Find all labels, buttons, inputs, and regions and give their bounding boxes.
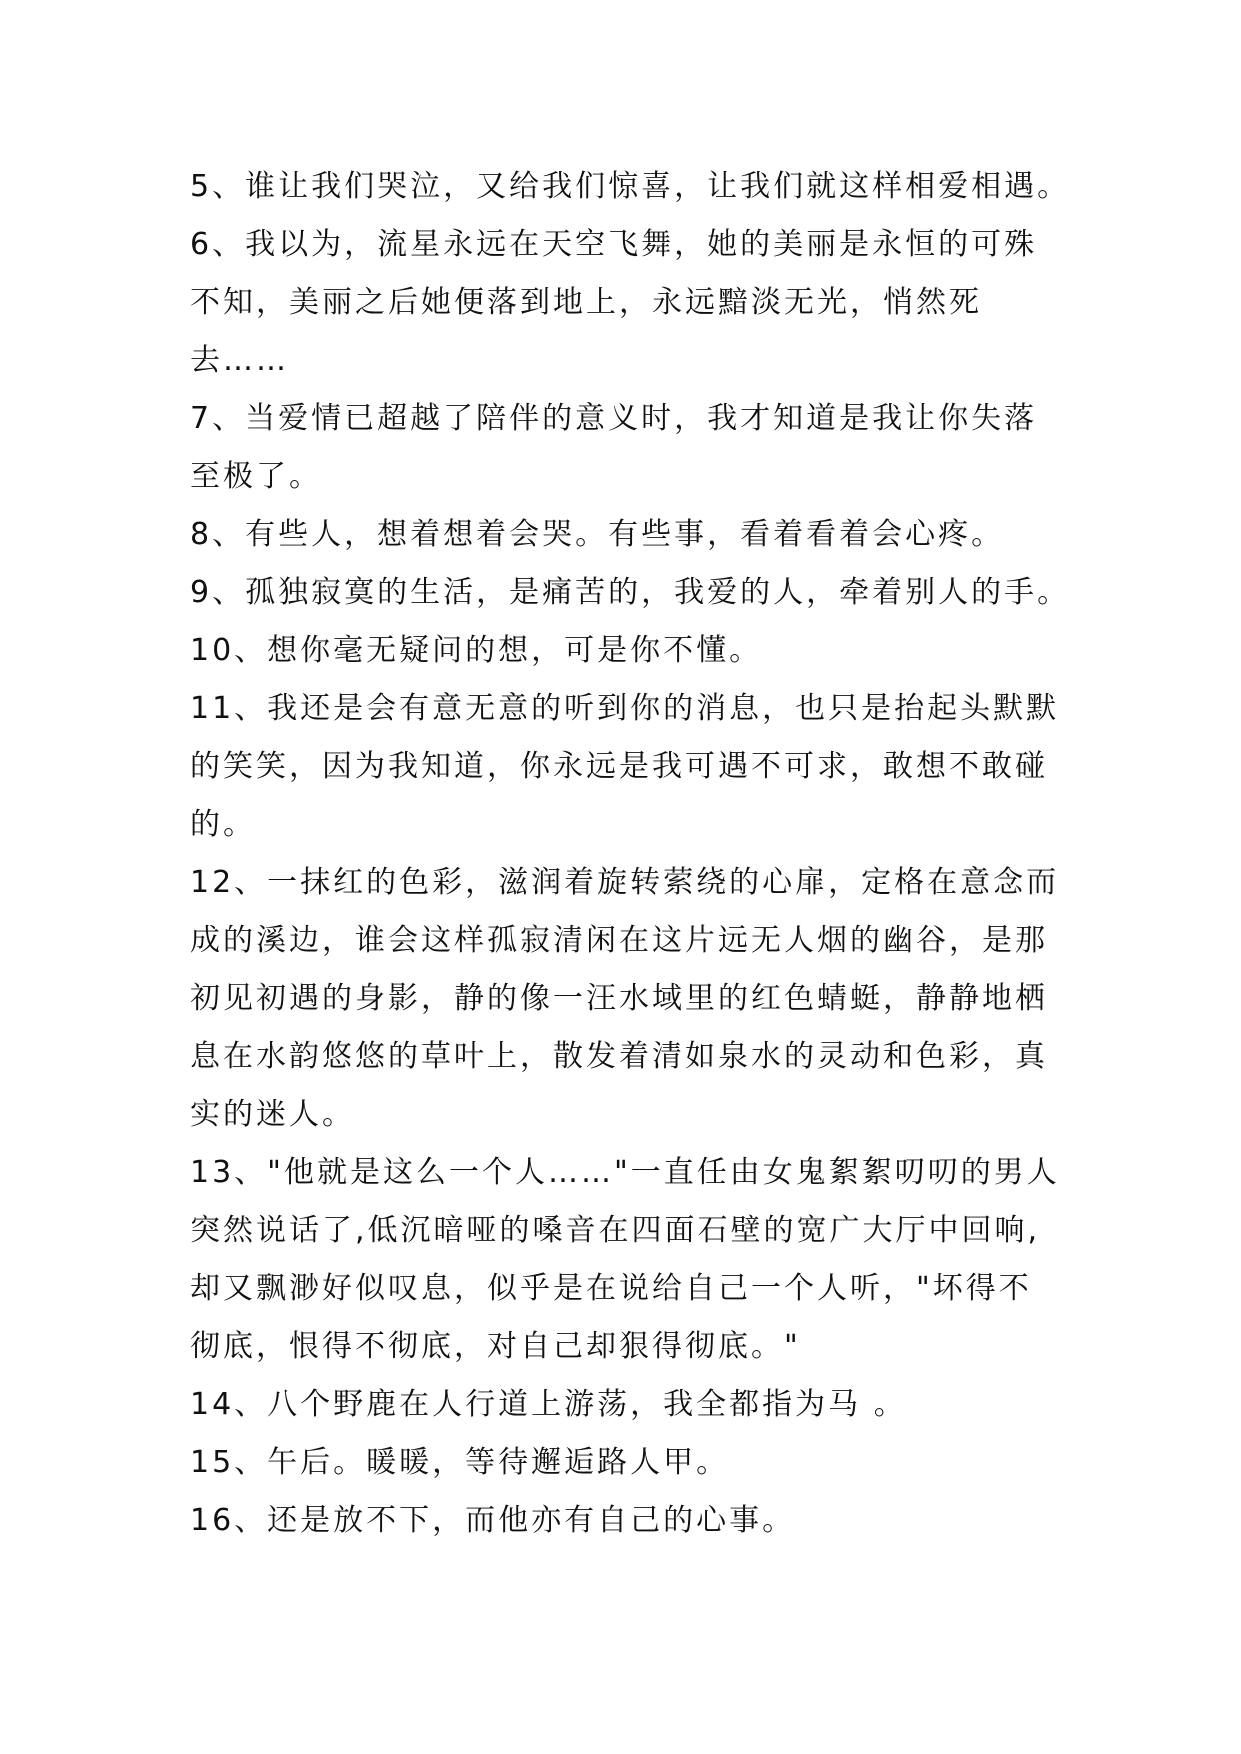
- text-line: 7、当爱情已超越了陪伴的意义时，我才知道是我让你失落: [190, 401, 1038, 436]
- text-line: 5、谁让我们哭泣，又给我们惊喜，让我们就这样相爱相遇。: [190, 169, 1071, 204]
- text-line: 初见初遇的身影，静的像一汪水域里的红色蜻蜓，静静地栖: [190, 981, 1048, 1016]
- text-line: 的。: [190, 807, 256, 842]
- text-line: 9、孤独寂寞的生活，是痛苦的，我爱的人，牵着别人的手。: [190, 575, 1071, 610]
- text-line: 13、"他就是这么一个人……"一直任由女鬼絮絮叨叨的男人: [190, 1155, 1060, 1190]
- text-line: 息在水韵悠悠的草叶上，散发着清如泉水的灵动和色彩，真: [190, 1039, 1048, 1074]
- text-line: 的笑笑，因为我知道，你永远是我可遇不可求，敢想不敢碰: [190, 749, 1048, 784]
- text-line: 至极了。: [190, 459, 322, 494]
- text-line: 去……: [190, 343, 289, 378]
- text-line: 突然说话了,低沉暗哑的嗓音在四面石壁的宽广大厅中回响,: [190, 1213, 1041, 1248]
- text-line: 彻底，恨得不彻底，对自己却狠得彻底。": [190, 1329, 801, 1364]
- text-line: 12、一抹红的色彩，滋润着旋转萦绕的心扉，定格在意念而: [190, 865, 1060, 900]
- text-line: 10、想你毫无疑问的想，可是你不懂。: [190, 633, 763, 668]
- text-line: 不知，美丽之后她便落到地上，永远黯淡无光，悄然死: [190, 285, 982, 320]
- text-line: 6、我以为，流星永远在天空飞舞，她的美丽是永恒的可殊: [190, 227, 1038, 262]
- text-line: 却又飘渺好似叹息，似乎是在说给自己一个人听，"坏得不: [190, 1271, 1032, 1306]
- text-line: 11、我还是会有意无意的听到你的消息，也只是抬起头默默: [190, 691, 1060, 726]
- text-line: 16、还是放不下，而他亦有自己的心事。: [190, 1503, 796, 1538]
- text-line: 实的迷人。: [190, 1097, 355, 1132]
- text-line: 8、有些人，想着想着会哭。有些事，看着看着会心疼。: [190, 517, 1005, 552]
- text-line: 15、午后。暖暖，等待邂逅路人甲。: [190, 1445, 730, 1480]
- document-body: [190, 158, 1090, 1550]
- text-line: 成的溪边，谁会这样孤寂清闲在这片远无人烟的幽谷，是那: [190, 923, 1048, 958]
- text-line: 14、八个野鹿在人行道上游荡，我全都指为马 。: [190, 1387, 907, 1422]
